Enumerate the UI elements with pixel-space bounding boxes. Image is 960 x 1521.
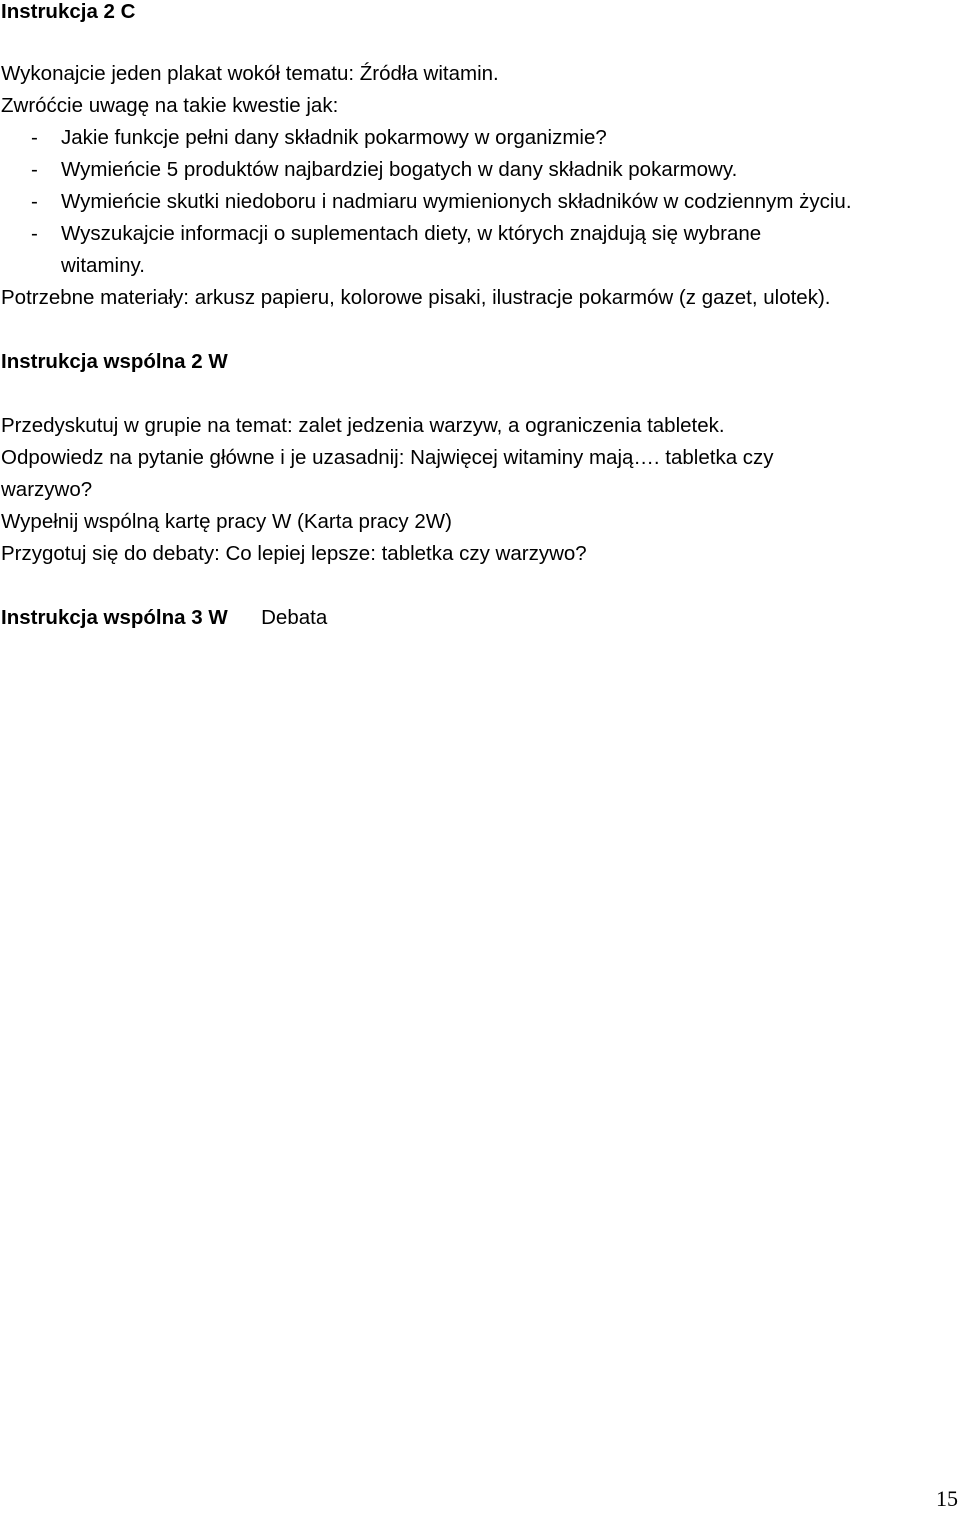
bullet-text: Wyszukajcie informacji o suplementach diety, w których znajdują się wybrane: [61, 222, 762, 245]
bullet-continuation: witaminy.: [61, 254, 145, 277]
bullet-dash: -: [31, 222, 38, 245]
bullet-text: Wymieńcie 5 produktów najbardziej bogatych w dany składnik pokarmowy.: [61, 158, 738, 181]
bullet-dash: -: [31, 190, 38, 213]
bullet-text: Jakie funkcje pełni dany składnik pokarmowy w organizmie?: [61, 126, 607, 149]
bullet-dash: -: [31, 126, 38, 149]
paragraph-line: Przedyskutuj w grupie na temat: zalet jedzenia warzyw, a ograniczenia tabletek.: [1, 414, 725, 437]
page-number: 15: [936, 1486, 958, 1511]
lead-text: Zwróćcie uwagę na takie kwestie jak:: [1, 94, 339, 117]
bullet-text: Wymieńcie skutki niedoboru i nadmiaru wymienionych składników w codziennym życiu.: [61, 190, 852, 213]
paragraph-line: Odpowiedz na pytanie główne i je uzasadnij: Najwięcej witaminy mają…. tabletka czy: [1, 446, 774, 469]
bullet-dash: -: [31, 158, 38, 181]
heading-instrukcja-3w-row: [1, 606, 327, 630]
paragraph-line: Wypełnij wspólną kartę pracy W (Karta pracy 2W): [1, 510, 452, 533]
materials-text: Potrzebne materiały: arkusz papieru, kolorowe pisaki, ilustracje pokarmów (z gazet, ulotek).: [1, 286, 831, 309]
heading-instrukcja-3w: Instrukcja wspólna 3 W: [1, 606, 228, 629]
heading-suffix-debata: Debata: [261, 606, 328, 629]
paragraph-line: Przygotuj się do debaty: Co lepiej lepsze: tabletka czy warzywo?: [1, 542, 587, 565]
paragraph-line: warzywo?: [1, 478, 93, 501]
heading-instrukcja-2c: Instrukcja 2 C: [1, 0, 136, 23]
intro-text: Wykonajcie jeden plakat wokół tematu: Źródła witamin.: [1, 62, 499, 85]
heading-instrukcja-2w: Instrukcja wspólna 2 W: [1, 350, 228, 373]
